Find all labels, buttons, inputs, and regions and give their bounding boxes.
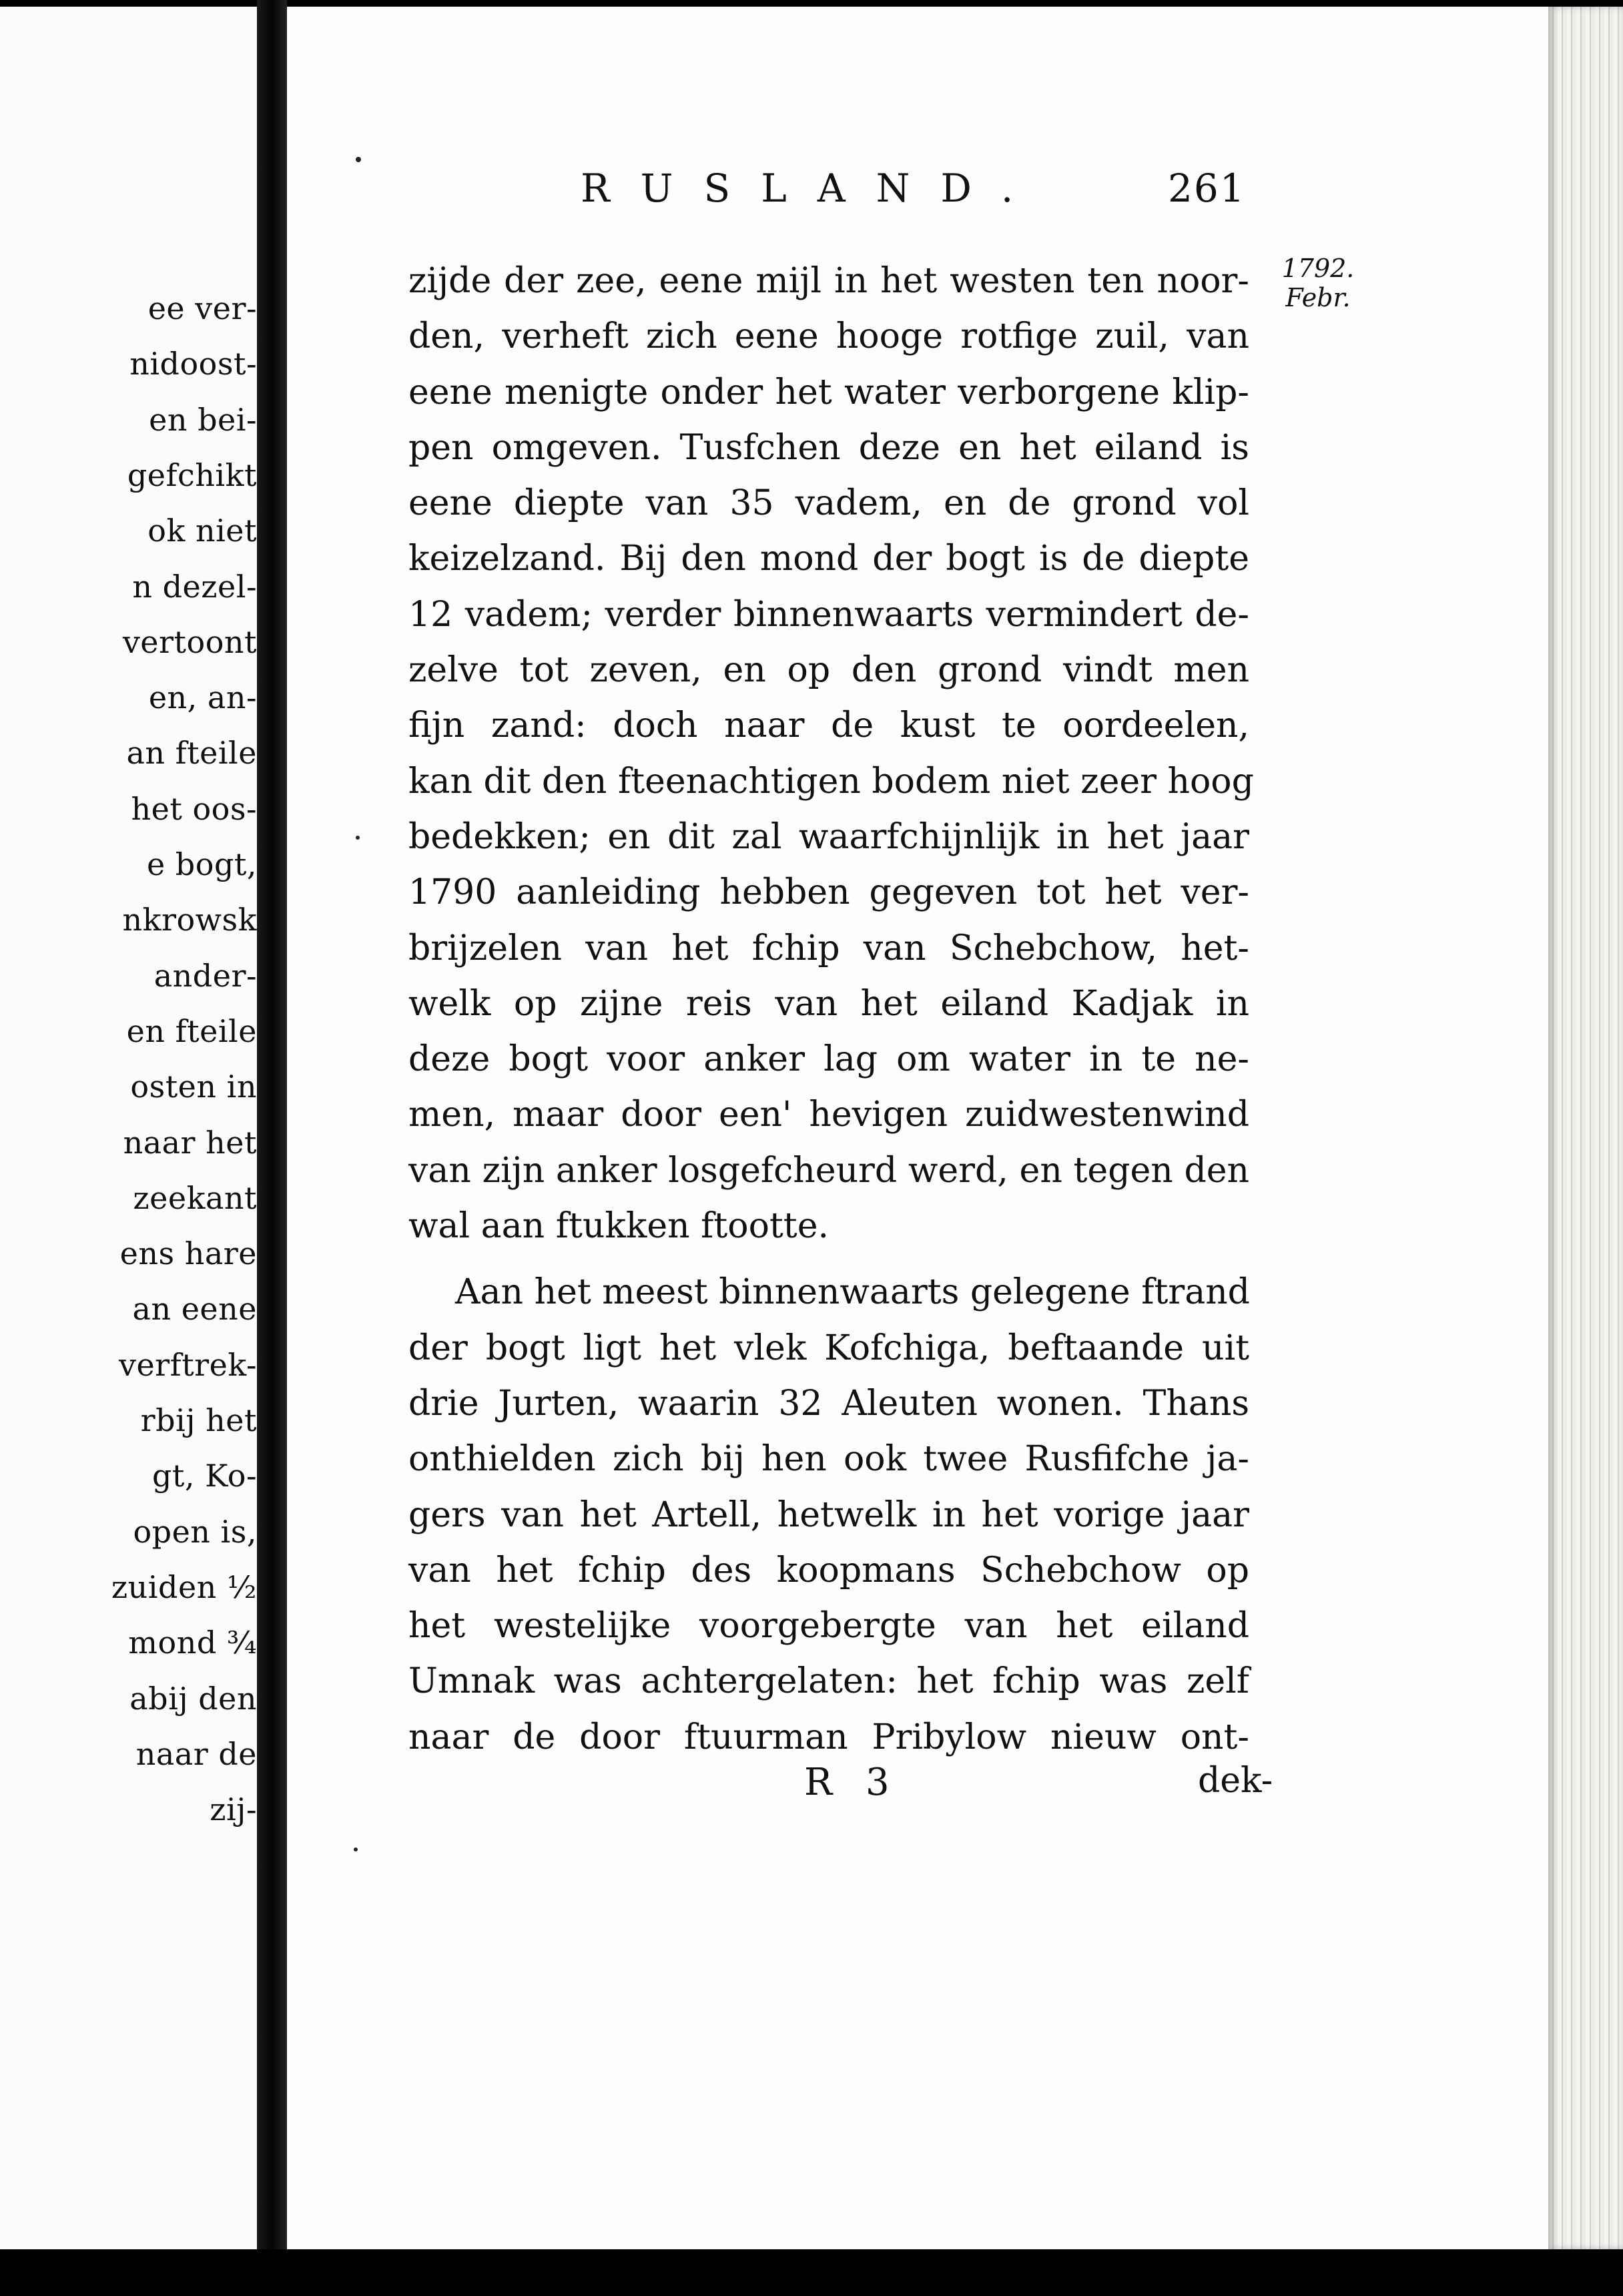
book-gutter: [257, 0, 287, 2296]
text-line: ee ver-: [147, 290, 257, 326]
left-page: [0, 7, 257, 2249]
text-line: naar de: [135, 1735, 257, 1772]
text-line: zeekant: [133, 1179, 257, 1216]
ink-speck: [356, 157, 361, 162]
text-line: zij-: [210, 1791, 257, 1828]
text-line: mond ¾: [128, 1625, 257, 1661]
text-line: der bogt ligt het vlek Kofchiga, beftaande uit: [408, 1328, 1249, 1368]
text-line: het westelijke voorgebergte van het eiland: [408, 1606, 1249, 1647]
text-line: Umnak was achtergelaten: het fchip was zelf: [408, 1661, 1249, 1702]
text-line: naar de door ftuurman Pribylow nieuw ont-: [408, 1717, 1249, 1757]
text-line: eene menigte onder het water verborgene klip-: [408, 372, 1249, 412]
text-line: 1790 aanleiding hebben gegeven tot het ver-: [408, 872, 1249, 913]
text-line: deze bogt voor anker lag om water in te ne-: [408, 1039, 1249, 1080]
text-line: zelve tot zeven, en op den grond vindt men: [408, 650, 1249, 691]
text-line: an eene: [132, 1291, 257, 1328]
paragraph-2: [408, 1265, 1249, 1765]
paragraph-gap: [408, 1254, 1249, 1265]
text-line: vertoont: [122, 623, 257, 660]
catchword: dek-: [1198, 1761, 1273, 1801]
ink-speck: [356, 836, 360, 840]
text-line: ok niet: [147, 513, 257, 549]
text-line: zijde der zee, eene mijl in het westen ten noor-: [408, 261, 1249, 301]
text-line: naar het: [123, 1124, 257, 1161]
text-line: ander-: [153, 957, 257, 994]
text-line: open is,: [133, 1513, 257, 1550]
text-line: n dezel-: [132, 568, 257, 605]
margin-month: Febr.: [1285, 283, 1351, 312]
text-line: gt, Ko-: [151, 1458, 257, 1494]
text-line: brijzelen van het fchip van Schebchow, het-: [408, 928, 1249, 968]
text-line: pen omgeven. Tusfchen deze en het eiland is: [408, 427, 1249, 468]
text-line: wal aan ftukken ftootte.: [408, 1206, 829, 1247]
text-line: e bogt,: [146, 846, 257, 882]
text-line: Aan het meest binnenwaarts gelegene ftrand: [455, 1272, 1250, 1313]
text-line: en bei-: [149, 401, 257, 438]
text-line: fijn zand: doch naar de kust te oordeelen,: [408, 705, 1249, 746]
running-head: [581, 166, 1248, 219]
bottom-shadow: [0, 2249, 1623, 2296]
paragraph-1: [408, 254, 1254, 1254]
text-line: nkrowsk: [122, 902, 257, 938]
text-line: gers van het Artell, hetwelk in het vorige jaar: [408, 1494, 1249, 1535]
text-line: eene diepte van 35 vadem, en de grond vol: [408, 483, 1249, 524]
margin-date-note: [1278, 254, 1358, 312]
signature-mark: R 3: [804, 1761, 900, 1804]
text-line: drie Jurten, waarin 32 Aleuten wonen. Thans: [408, 1383, 1249, 1424]
text-line: keizelzand. Bij den mond der bogt is de diepte: [408, 539, 1249, 579]
body-text: [408, 254, 1254, 1765]
text-line: nidoost-: [129, 346, 257, 382]
margin-year: 1792.: [1281, 254, 1355, 283]
text-line: van zijn anker losgefcheurd werd, en tegen den: [408, 1150, 1249, 1191]
text-line: onthielden zich bij hen ook twee Rusfifche ja-: [408, 1439, 1249, 1480]
text-line: zuiden ½: [111, 1568, 257, 1605]
text-line: ens hare: [119, 1235, 257, 1272]
text-line: kan dit den fteenachtigen bodem niet zeer hoog: [408, 761, 1254, 802]
text-line: en, an-: [148, 679, 257, 716]
text-line: osten in: [130, 1069, 257, 1105]
text-line: abij den: [129, 1680, 257, 1717]
text-line: 12 vadem; verder binnenwaarts vermindert de-: [408, 594, 1249, 635]
text-line: bedekken; en dit zal waarfchijnlijk in het jaar: [408, 816, 1249, 857]
text-line: men, maar door een' hevigen zuidwestenwind: [408, 1095, 1249, 1135]
text-line: welk op zijne reis van het eiland Kadjak in: [408, 983, 1249, 1024]
text-line: van het fchip des koopmans Schebchow op: [408, 1550, 1249, 1591]
text-line: verftrek-: [118, 1346, 257, 1383]
text-line: an fteile: [126, 735, 257, 772]
running-head-title: RUSLAND.: [581, 166, 1044, 211]
text-line: den, verheft zich eene hooge rotfige zuil, van: [408, 316, 1249, 357]
text-line: het oos-: [131, 790, 257, 827]
page-number: 261: [1168, 166, 1246, 211]
ink-speck: [354, 1847, 358, 1851]
text-line: gefchikt: [127, 457, 257, 493]
text-line: rbij het: [140, 1402, 257, 1438]
text-line: en fteile: [126, 1013, 257, 1049]
page-edge-stack: [1548, 7, 1623, 2249]
